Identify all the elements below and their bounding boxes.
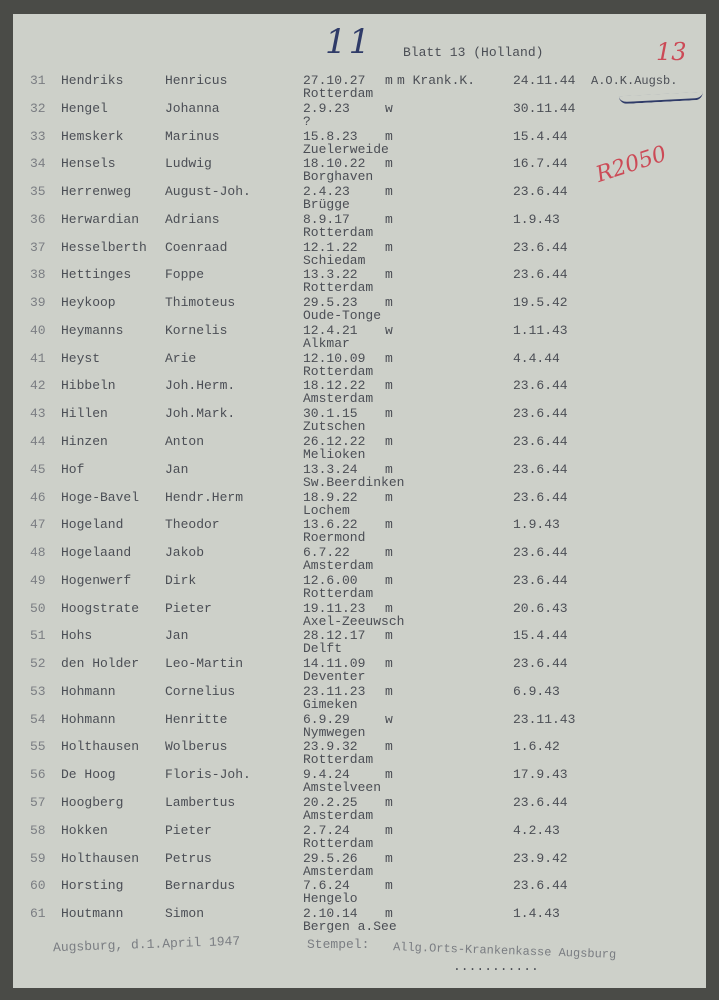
entry-first-name: Jan — [165, 461, 189, 477]
entry-first-name: Simon — [165, 906, 205, 922]
entry-departure-date: 15.4.44 — [513, 628, 568, 644]
entry-sex: m — [385, 434, 393, 449]
entry-birth-place: Rotterdam — [303, 752, 374, 768]
entry-number: 51 — [30, 628, 46, 644]
footer-place-date: Augsburg, d.1.April 1947 — [52, 933, 241, 956]
entry-number: 52 — [30, 656, 46, 672]
entry-departure-date: 23.6.44 — [513, 572, 568, 588]
entry-sex: w — [385, 322, 393, 338]
entry-row — [13, 824, 706, 852]
entry-departure-date: 23.11.43 — [513, 711, 576, 727]
entry-departure-date: 23.6.44 — [513, 795, 568, 811]
entry-departure-date: 23.6.44 — [513, 878, 568, 894]
entry-birth-date: 29.5.26 — [303, 850, 358, 866]
entry-birth-place: Zutschen — [303, 419, 366, 435]
entry-sex: m — [385, 461, 393, 477]
entry-last-name: Hokken — [61, 822, 108, 838]
entry-birth-date: 28.12.17 — [303, 628, 366, 644]
entry-departure-date: 20.6.43 — [513, 600, 568, 616]
entry-last-name: Hogeland — [61, 517, 124, 533]
entry-number: 56 — [30, 767, 46, 783]
entry-departure-date: 23.6.44 — [513, 378, 568, 394]
entry-birth-place: Amsterdam — [303, 558, 374, 574]
entry-first-name: Arie — [165, 350, 197, 366]
entry-first-name: August-Joh. — [165, 184, 251, 200]
entry-departure-date: 30.11.44 — [513, 100, 576, 116]
entry-birth-date: 6.9.29 — [303, 711, 350, 727]
entry-row — [13, 657, 706, 685]
entry-birth-place: Hengelo — [303, 891, 358, 907]
first-row-extra-left: m Krank.K. — [397, 73, 476, 88]
entry-last-name: Hensels — [61, 156, 116, 172]
entry-number: 54 — [30, 711, 46, 727]
entry-number: 55 — [30, 739, 46, 755]
entry-birth-place: Gimeken — [303, 696, 358, 712]
entry-number: 31 — [30, 73, 46, 88]
entry-last-name: Herrenweg — [61, 184, 132, 200]
entry-first-name: Johanna — [165, 100, 220, 116]
stamp-note: R2050 — [593, 141, 670, 188]
entry-birth-place: Lochem — [303, 502, 350, 518]
entry-birth-place: Rotterdam — [303, 835, 374, 851]
entry-last-name: Hoogstrate — [61, 600, 140, 616]
entry-birth-date: 29.5.23 — [303, 295, 358, 311]
entry-sex: m — [385, 211, 393, 227]
entry-row — [13, 102, 706, 130]
entry-number: 37 — [30, 239, 46, 255]
entry-last-name: Hinzen — [61, 434, 108, 449]
entry-departure-date: 6.9.43 — [513, 683, 560, 699]
entry-birth-date: 18.10.22 — [303, 156, 366, 172]
entry-first-name: Joh.Herm. — [165, 378, 236, 394]
entry-birth-date: 15.8.23 — [303, 128, 358, 144]
entry-number: 40 — [30, 322, 46, 338]
entry-birth-date: 8.9.17 — [303, 211, 350, 227]
entry-last-name: Hengel — [61, 100, 108, 116]
entry-sex: m — [385, 600, 393, 616]
entry-first-name: Foppe — [165, 267, 205, 283]
entry-first-name: Floris-Joh. — [165, 767, 251, 783]
entry-sex: m — [385, 517, 393, 533]
entry-row — [13, 324, 706, 352]
entry-row — [13, 157, 706, 185]
footer-stamp-label: Stempel: — [307, 937, 370, 952]
entry-number: 36 — [30, 211, 46, 227]
entry-number: 32 — [30, 100, 46, 116]
entry-sex: m — [385, 572, 393, 588]
entry-birth-date: 23.11.23 — [303, 683, 366, 699]
entry-first-name: Joh.Mark. — [165, 406, 236, 422]
entry-number: 33 — [30, 128, 46, 144]
entry-last-name: Hoogberg — [61, 795, 124, 811]
entry-row — [13, 491, 706, 519]
entry-first-name: Anton — [165, 434, 205, 449]
entry-number: 60 — [30, 878, 46, 894]
entry-departure-date: 15.4.44 — [513, 128, 568, 144]
entry-sex: m — [385, 489, 393, 505]
document-page — [13, 14, 706, 988]
entry-departure-date: 23.6.44 — [513, 239, 568, 255]
entry-birth-date: 12.1.22 — [303, 239, 358, 255]
entry-departure-date: 23.6.44 — [513, 267, 568, 283]
entry-birth-place: Alkmar — [303, 335, 350, 351]
entry-first-name: Theodor — [165, 517, 220, 533]
entry-row — [13, 435, 706, 463]
entry-number: 35 — [30, 184, 46, 200]
entry-sex: m — [385, 545, 393, 561]
entry-number: 44 — [30, 434, 46, 449]
entry-last-name: Heykoop — [61, 295, 116, 311]
entry-birth-place: Oude-Tonge — [303, 308, 382, 324]
entry-number: 58 — [30, 822, 46, 838]
entry-row — [13, 629, 706, 657]
entry-row — [13, 852, 706, 880]
entry-last-name: Hettinges — [61, 267, 132, 283]
footer-signature-line: ........... — [453, 959, 539, 974]
entry-row — [13, 213, 706, 241]
entry-last-name: Holthausen — [61, 850, 140, 866]
entry-birth-place: Schiedam — [303, 252, 366, 268]
entry-last-name: Hesselberth — [61, 239, 147, 255]
entry-number: 53 — [30, 683, 46, 699]
entry-departure-date: 23.6.44 — [513, 461, 568, 477]
entry-sex: m — [385, 628, 393, 644]
entry-first-name: Thimoteus — [165, 295, 236, 311]
entry-row — [13, 130, 706, 158]
entry-row — [13, 379, 706, 407]
entry-birth-place: ? — [303, 113, 311, 129]
entry-birth-date: 20.2.25 — [303, 795, 358, 811]
entry-birth-place: Deventer — [303, 669, 366, 685]
entry-sex: m — [385, 128, 393, 144]
entry-last-name: Heyst — [61, 350, 101, 366]
entry-departure-date: 16.7.44 — [513, 156, 568, 172]
entry-first-name: Cornelius — [165, 683, 236, 699]
entry-number: 38 — [30, 267, 46, 283]
entry-row — [13, 241, 706, 269]
entry-birth-place: Roermond — [303, 530, 366, 546]
entry-birth-date: 9.4.24 — [303, 767, 350, 783]
entry-row — [13, 518, 706, 546]
entry-departure-date: 23.6.44 — [513, 406, 568, 422]
entry-sex: m — [385, 795, 393, 811]
entry-last-name: Herwardian — [61, 211, 140, 227]
entry-row — [13, 685, 706, 713]
entry-birth-place: Delft — [303, 641, 343, 657]
entry-number: 47 — [30, 517, 46, 533]
entry-birth-place: Amsterdam — [303, 863, 374, 879]
entry-birth-date: 27.10.27 — [303, 73, 366, 88]
entry-first-name: Wolberus — [165, 739, 228, 755]
entry-sex: m — [385, 878, 393, 894]
entry-sex: m — [385, 350, 393, 366]
entry-first-name: Henritte — [165, 711, 228, 727]
entry-sex: m — [385, 378, 393, 394]
entry-last-name: Hoge-Bavel — [61, 489, 140, 505]
entry-number: 48 — [30, 545, 46, 561]
entry-sex: w — [385, 100, 393, 116]
entry-departure-date: 23.6.44 — [513, 434, 568, 449]
entry-sex: m — [385, 267, 393, 283]
entry-birth-place: Axel-Zeeuwsch — [303, 613, 405, 629]
entry-departure-date: 19.5.42 — [513, 295, 568, 311]
entry-birth-date: 26.12.22 — [303, 434, 366, 449]
entry-row — [13, 296, 706, 324]
entry-first-name: Pieter — [165, 822, 212, 838]
entry-birth-date: 12.4.21 — [303, 322, 358, 338]
footer-stamp-text: Allg.Orts-Krankenkasse Augsburg — [392, 940, 617, 962]
entry-number: 42 — [30, 378, 46, 394]
entry-last-name: Hogenwerf — [61, 572, 132, 588]
entry-last-name: Hillen — [61, 406, 108, 422]
entry-last-name: Holthausen — [61, 739, 140, 755]
entry-row — [13, 907, 706, 935]
entry-first-name: Jakob — [165, 545, 205, 561]
entry-birth-place: Rotterdam — [303, 280, 374, 296]
entry-departure-date: 23.9.42 — [513, 850, 568, 866]
entry-first-name: Henricus — [165, 73, 228, 88]
entry-last-name: Hogelaand — [61, 545, 132, 561]
entry-first-name: Dirk — [165, 572, 197, 588]
entry-birth-date: 2.7.24 — [303, 822, 350, 838]
entry-row — [13, 602, 706, 630]
entry-row — [13, 185, 706, 213]
entry-first-name: Adrians — [165, 211, 220, 227]
entry-sex: m — [385, 239, 393, 255]
entry-birth-date: 2.9.23 — [303, 100, 350, 116]
entry-sex: m — [385, 739, 393, 755]
entry-birth-date: 18.12.22 — [303, 378, 366, 394]
entry-last-name: Hof — [61, 461, 85, 477]
entry-first-name: Bernardus — [165, 878, 236, 894]
entry-number: 43 — [30, 406, 46, 422]
entry-row — [13, 546, 706, 574]
entry-birth-place: Nymwegen — [303, 724, 366, 740]
entry-birth-place: Brügge — [303, 197, 350, 213]
entry-row — [13, 740, 706, 768]
entry-last-name: Heymanns — [61, 322, 124, 338]
entry-first-name: Hendr.Herm — [165, 489, 244, 505]
entry-birth-place: Bergen a.See — [303, 919, 397, 935]
entry-departure-date: 23.6.44 — [513, 184, 568, 200]
entry-birth-place: Rotterdam — [303, 363, 374, 379]
entry-number: 57 — [30, 795, 46, 811]
entry-sex: m — [385, 906, 393, 922]
entry-sex: m — [385, 184, 393, 200]
entry-birth-date: 23.9.32 — [303, 739, 358, 755]
first-row-extra-right: A.O.K.Augsb. — [591, 74, 678, 88]
entry-departure-date: 24.11.44 — [513, 73, 576, 88]
entry-first-name: Pieter — [165, 600, 212, 616]
entry-last-name: Hohmann — [61, 711, 116, 727]
entry-sex: m — [385, 822, 393, 838]
entry-birth-place: Borghaven — [303, 169, 374, 185]
page-number: 13 — [656, 38, 687, 66]
entry-number: 45 — [30, 461, 46, 477]
entry-last-name: Hohmann — [61, 683, 116, 699]
entry-sex: m — [385, 73, 393, 88]
entry-birth-date: 13.3.22 — [303, 267, 358, 283]
entry-departure-date: 17.9.43 — [513, 767, 568, 783]
entry-birth-place: Rotterdam — [303, 224, 374, 240]
entry-departure-date: 23.6.44 — [513, 489, 568, 505]
entry-number: 49 — [30, 572, 46, 588]
entry-birth-date: 2.10.14 — [303, 906, 358, 922]
entry-sex: m — [385, 850, 393, 866]
entry-number: 39 — [30, 295, 46, 311]
entry-birth-date: 30.1.15 — [303, 406, 358, 422]
entry-row — [13, 768, 706, 796]
entry-row — [13, 407, 706, 435]
entry-sex: w — [385, 711, 393, 727]
entry-birth-place: Amstelveen — [303, 780, 382, 796]
sheet-label: Blatt 13 (Holland) — [403, 45, 544, 60]
sheet-mark: 11 — [325, 22, 373, 62]
entry-sex: m — [385, 406, 393, 422]
entry-row — [13, 74, 706, 102]
entry-row — [13, 574, 706, 602]
entry-departure-date: 1.6.42 — [513, 739, 560, 755]
entry-departure-date: 23.6.44 — [513, 545, 568, 561]
entry-first-name: Jan — [165, 628, 189, 644]
entry-birth-date: 19.11.23 — [303, 600, 366, 616]
entry-row — [13, 879, 706, 907]
entry-number: 46 — [30, 489, 46, 505]
entry-row — [13, 796, 706, 824]
entry-birth-date: 12.6.00 — [303, 572, 358, 588]
entry-birth-place: Zuelerweide — [303, 141, 389, 157]
entry-first-name: Kornelis — [165, 322, 228, 338]
entry-birth-date: 13.3.24 — [303, 461, 358, 477]
entry-number: 41 — [30, 350, 46, 366]
entry-first-name: Petrus — [165, 850, 212, 866]
entry-sex: m — [385, 295, 393, 311]
entry-last-name: den Holder — [61, 656, 140, 672]
entry-last-name: De Hoog — [61, 767, 116, 783]
entry-row — [13, 268, 706, 296]
entry-first-name: Coenraad — [165, 239, 228, 255]
entry-sex: m — [385, 156, 393, 172]
entry-first-name: Marinus — [165, 128, 220, 144]
entry-departure-date: 1.9.43 — [513, 211, 560, 227]
entry-birth-date: 12.10.09 — [303, 350, 366, 366]
entry-sex: m — [385, 656, 393, 672]
entry-birth-date: 6.7.22 — [303, 545, 350, 561]
entry-number: 34 — [30, 156, 46, 172]
entry-row — [13, 352, 706, 380]
entry-birth-date: 14.11.09 — [303, 656, 366, 672]
entry-departure-date: 1.4.43 — [513, 906, 560, 922]
entry-departure-date: 1.9.43 — [513, 517, 560, 533]
entry-first-name: Leo-Martin — [165, 656, 244, 672]
entry-row — [13, 463, 706, 491]
entry-first-name: Ludwig — [165, 156, 212, 172]
entry-last-name: Horsting — [61, 878, 124, 894]
entry-birth-place: Rotterdam — [303, 86, 374, 101]
entry-sex: m — [385, 683, 393, 699]
entry-last-name: Hemskerk — [61, 128, 124, 144]
entry-number: 59 — [30, 850, 46, 866]
entry-birth-place: Amsterdam — [303, 391, 374, 407]
entry-birth-date: 18.9.22 — [303, 489, 358, 505]
entry-last-name: Hendriks — [61, 73, 124, 88]
entry-birth-place: Amsterdam — [303, 808, 374, 824]
entry-departure-date: 4.2.43 — [513, 822, 560, 838]
entry-last-name: Hohs — [61, 628, 93, 644]
entry-row — [13, 713, 706, 741]
entry-departure-date: 1.11.43 — [513, 322, 568, 338]
entry-first-name: Lambertus — [165, 795, 236, 811]
entry-departure-date: 4.4.44 — [513, 350, 560, 366]
entry-birth-date: 13.6.22 — [303, 517, 358, 533]
entry-sex: m — [385, 767, 393, 783]
entry-number: 50 — [30, 600, 46, 616]
entry-birth-date: 2.4.23 — [303, 184, 350, 200]
entry-last-name: Houtmann — [61, 906, 124, 922]
entry-number: 61 — [30, 906, 46, 922]
entry-birth-place: Rotterdam — [303, 585, 374, 601]
entry-birth-place: Sw.Beerdinken — [303, 474, 405, 490]
entry-birth-place: Melioken — [303, 447, 366, 462]
entry-birth-date: 7.6.24 — [303, 878, 350, 894]
entry-departure-date: 23.6.44 — [513, 656, 568, 672]
entry-last-name: Hibbeln — [61, 378, 116, 394]
